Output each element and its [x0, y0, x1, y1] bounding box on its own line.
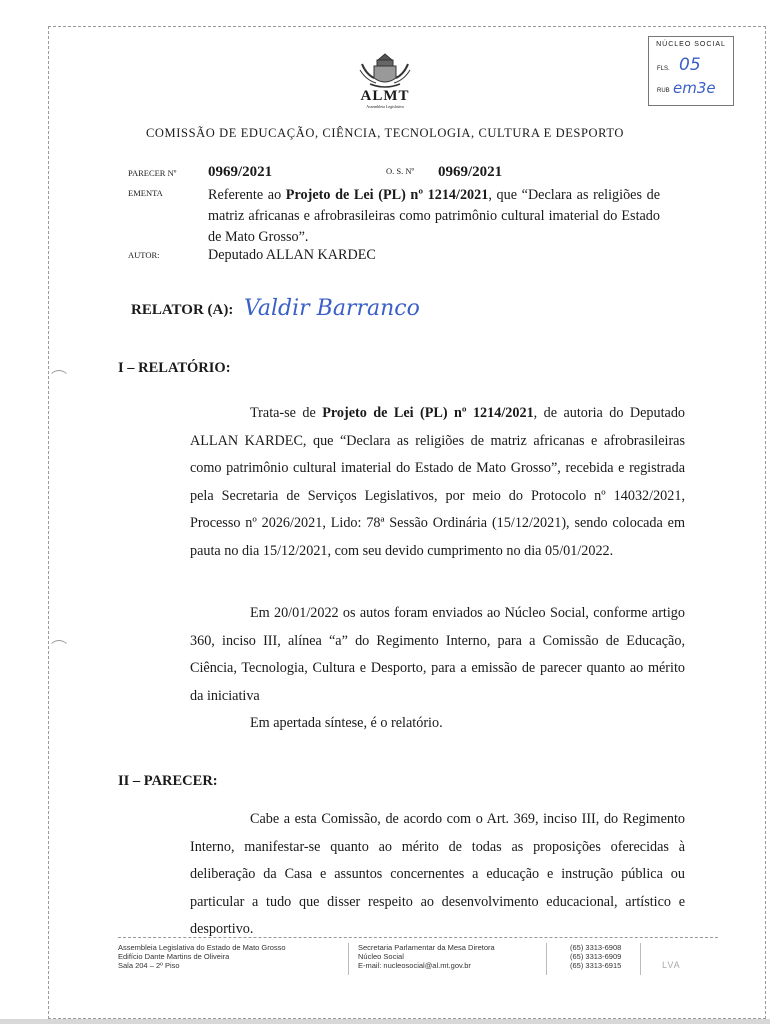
footer-divider — [118, 937, 718, 938]
autor-value: Deputado ALLAN KARDEC — [208, 247, 376, 263]
punch-hole-mark — [48, 640, 70, 662]
footer-separator — [348, 943, 349, 975]
parecer-number: 0969/2021 — [208, 164, 273, 180]
relator-signature: Valdir Barranco — [244, 296, 420, 321]
ementa-label: EMENTA — [128, 188, 163, 198]
parecer-paragraph-1: Cabe a esta Comissão, de acordo com o Art. 369, inciso III, do Regimento Interno, manifestar-se quanto ao mérito de todas as proposições oferecidas à deliberação da Casa e assuntos concernentes a educação e instrução pública ou particular a tudo que disser respeito ao desenvolvimento educacional, artístico e desportivo. — [190, 811, 685, 938]
page-bottom-edge — [0, 1019, 770, 1024]
os-label: O. S. Nº — [386, 166, 415, 176]
footer-secretariat: Secretaria Parlamentar da Mesa Diretora Núcleo Social E-mail: nucleosocial@al.mt.gov.br — [358, 943, 495, 970]
institution-acronym: ALMT — [360, 88, 410, 104]
relatorio-paragraph-1: Trata-se de Projeto de Lei (PL) nº 1214/2021, de autoria do Deputado ALLAN KARDEC, que “Declara as religiões de matriz africanas e afrobrasileiras como patrimônio cultural imaterial do Estado de Mato Grosso”, recebida e registrada pela Secretaria de Serviços Legislativos, por meio do Protocolo nº 14032/2021, Processo nº 2026/2021, Lido: 78ª Sessão Ordinária (15/12/2021), sendo colocada em pauta no dia 15/12/2021, com seu devido cumprimento no dia 05/01/2022. — [190, 405, 686, 559]
relatorio-paragraph-2: Em 20/01/2022 os autos foram enviados ao Núcleo Social, conforme artigo 360, inciso III, alínea “a” do Regimento Interno, para a Comissão de Educação, Ciência, Tecnologia, Cultura e Desporto, para a emissão de parecer quanto ao mérito da iniciativa — [190, 605, 685, 704]
relatorio-paragraph-3: Em apertada síntese, é o relatório. — [250, 715, 443, 731]
stamp-rub-value: em3e — [673, 79, 716, 97]
stamp-rub-label: RUB — [657, 88, 670, 94]
os-number: 0969/2021 — [438, 164, 503, 180]
stamp-title: NÚCLEO SOCIAL — [656, 41, 726, 48]
parecer-label: PARECER Nº — [128, 168, 177, 178]
footer-initials: LVA — [662, 960, 681, 970]
commission-title: COMISSÃO DE EDUCAÇÃO, CIÊNCIA, TECNOLOGIA, CULTURA E DESPORTO — [145, 126, 624, 140]
stamp-fls-label: FLS. — [657, 66, 670, 72]
stamp-fls-value: 05 — [679, 55, 701, 75]
footer-separator — [546, 943, 547, 975]
ementa-post: , que “Declara as religiões de matriz africanas e afrobrasileiras como patrimônio cultural imaterial do Estado de Mato Grosso”. — [208, 187, 660, 245]
ementa-bill: Projeto de Lei (PL) nº 1214/2021 — [285, 187, 489, 203]
institution-subtitle: Assembleia Legislativa — [366, 104, 404, 109]
footer-phones: (65) 3313-6908 (65) 3313-6909 (65) 3313-6915 — [570, 943, 622, 970]
protocol-stamp — [648, 36, 734, 106]
ementa-pre: Referente ao — [208, 187, 286, 203]
section-parecer-heading: II – PARECER: — [118, 773, 218, 789]
relator-label: RELATOR (A): — [131, 302, 234, 318]
autor-label: AUTOR: — [128, 250, 160, 260]
ementa-text — [208, 185, 660, 248]
footer-address: Assembleia Legislativa do Estado de Mato Grosso Edifício Dante Martins de Oliveira Sala 204 – 2º Piso — [118, 943, 286, 970]
footer-separator — [640, 943, 641, 975]
section-relatorio-heading: I – RELATÓRIO: — [118, 360, 231, 376]
punch-hole-mark — [48, 370, 70, 392]
